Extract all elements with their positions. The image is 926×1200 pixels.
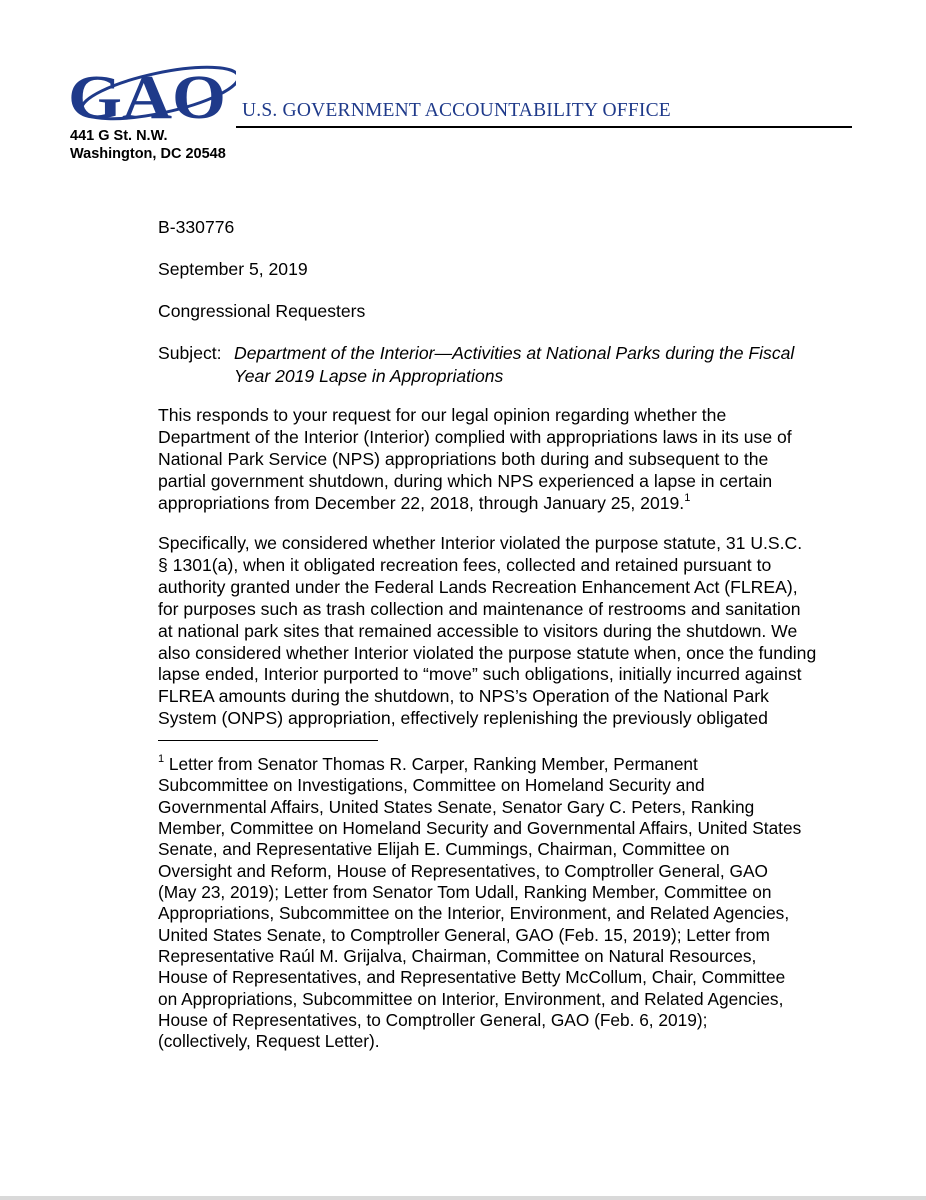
footnote-line: (May 23, 2019); Letter from Senator Tom Udall, Ranking Member, Committee on [158,882,772,903]
paragraph-line: System (ONPS) appropriation, effectively replenishing the previously obligated [158,708,768,729]
paragraph-line-last [158,493,792,515]
paragraph-line: § 1301(a), when it obligated recreation fees, collected and retained pursuant to [158,554,772,575]
paragraph-line: partial government shutdown, during which NPS experienced a lapse in certain [158,470,773,491]
paragraph-2 [158,533,816,730]
footnote-line: Member, Committee on Homeland Security and Governmental Affairs, United States [158,818,802,839]
footnote-line: Oversight and Reform, House of Representatives, to Comptroller General, GAO [158,860,768,881]
paragraph-line: This responds to your request for our legal opinion regarding whether the [158,405,727,425]
footnote-line-text: Letter from Senator Thomas R. Carper, Ranking Member, Permanent [164,754,698,774]
footnote-separator [158,740,378,741]
paragraph-line-text: appropriations from December 22, 2018, through January 25, 2019. [158,492,685,513]
footnote-line: Senate, and Representative Elijah E. Cummings, Chairman, Committee on [158,839,730,860]
letterhead-rule [236,126,852,128]
gao-logo-text: GAO [68,64,226,128]
paragraph-1 [158,405,792,515]
paragraph-line: for purposes such as trash collection and maintenance of restrooms and sanitation [158,598,801,619]
address-block [70,127,226,163]
paragraph-line: at national park sites that remained accessible to visitors during the shutdown. We [158,620,798,641]
paragraph-line: authority granted under the Federal Lands Recreation Enhancement Act (FLREA), [158,576,798,597]
footnote-marker: 1 [158,753,165,765]
letter-date: September 5, 2019 [158,259,308,279]
footnote-reference[interactable]: 1 [684,491,691,504]
paragraph-line: lapse ended, Interior purported to “move” such obligations, initially incurred against [158,664,802,685]
agency-name: U.S. GOVERNMENT ACCOUNTABILITY OFFICE [242,100,671,121]
footnote-1 [158,754,801,1053]
gao-logo [64,58,236,128]
subject-label: Subject: [158,343,222,363]
footnote-line: House of Representatives, and Representative Betty McCollum, Chair, Committee [158,967,786,988]
footnote-line-first [158,754,801,775]
subject-title-line: Year 2019 Lapse in Appropriations [234,366,504,387]
addressee: Congressional Requesters [158,301,366,321]
file-number: B-330776 [158,217,235,237]
page-bottom-edge [0,1196,926,1200]
paragraph-line: National Park Service (NPS) appropriations both during and subsequent to the [158,448,769,469]
footnote-line: Subcommittee on Investigations, Committee on Homeland Security and [158,775,705,796]
footnote-line: on Appropriations, Subcommittee on Interior, Environment, and Related Agencies, [158,988,784,1009]
paragraph-line: also considered whether Interior violated the purpose statute when, once the funding [158,642,817,663]
address-street: 441 G St. N.W. [70,128,168,144]
paragraph-line: Department of the Interior (Interior) complied with appropriations laws in its use of [158,426,792,447]
footnote-line: Appropriations, Subcommittee on the Interior, Environment, and Related Agencies, [158,903,790,924]
paragraph-line: Specifically, we considered whether Interior violated the purpose statute, 31 U.S.C. [158,533,803,553]
subject-title-line: Department of the Interior—Activities at National Parks during the Fiscal [234,343,795,363]
footnote-line: House of Representatives, to Comptroller General, GAO (Feb. 6, 2019); [158,1010,708,1031]
footnote-line: Representative Raúl M. Grijalva, Chairman, Committee on Natural Resources, [158,946,757,967]
footnote-line: (collectively, Request Letter). [158,1031,380,1052]
subject-title [234,342,794,389]
paragraph-line: FLREA amounts during the shutdown, to NPS’s Operation of the National Park [158,686,769,707]
address-city: Washington, DC 20548 [70,146,226,162]
footnote-line: United States Senate, to Comptroller General, GAO (Feb. 15, 2019); Letter from [158,924,770,945]
footnote-line: Governmental Affairs, United States Senate, Senator Gary C. Peters, Ranking [158,796,755,817]
